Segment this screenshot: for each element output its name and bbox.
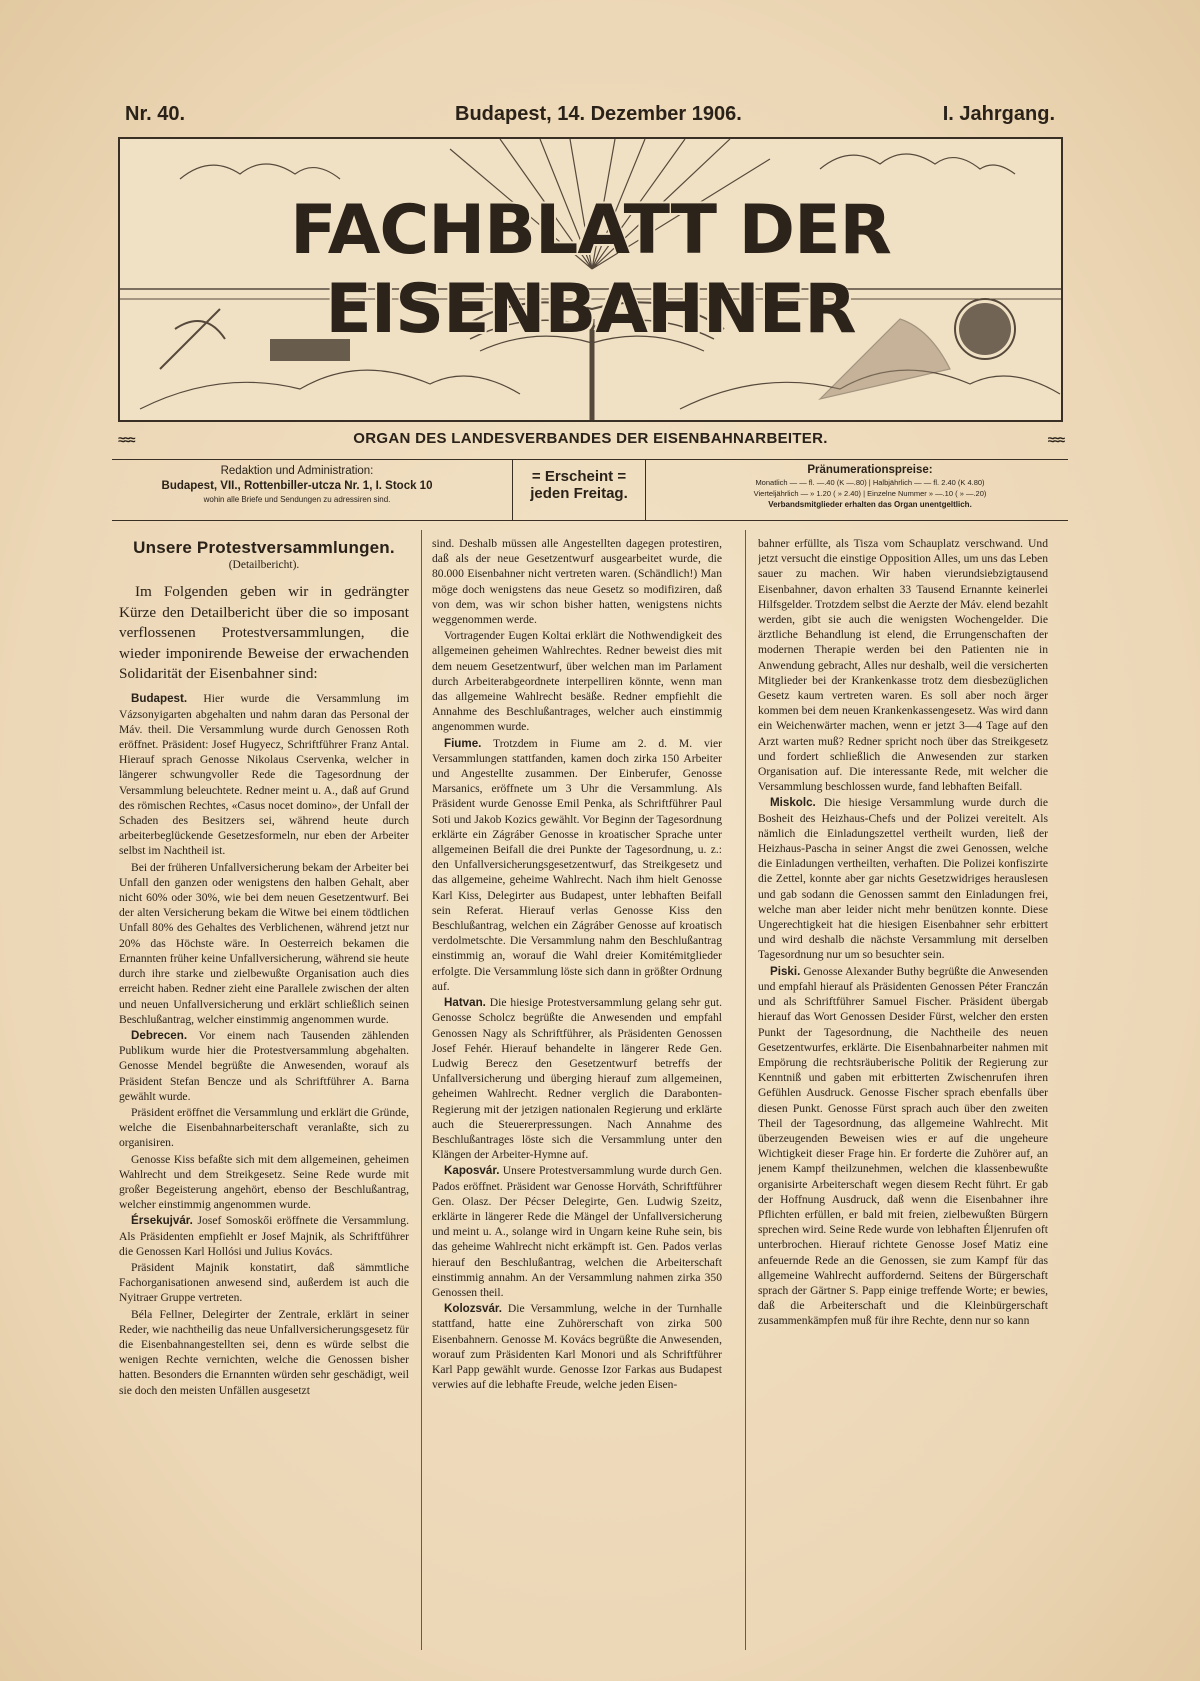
organ-line — [118, 430, 1063, 452]
subscription-prices — [672, 460, 1068, 520]
issue-number: Nr. 40. — [125, 103, 186, 125]
issue-line — [125, 103, 1055, 133]
ornament-left: ≈≈≈ — [118, 432, 134, 447]
column-2-text — [432, 536, 722, 1392]
article-paragraph — [432, 536, 722, 627]
paragraph-text: Präsident Majnik konstatirt, daß sämmtliche Fachorganisationen anwesend sind, außerdem ist auch die Nyitraer Gruppe vertreten. — [119, 1260, 409, 1305]
article-paragraph — [119, 1213, 409, 1259]
address-note: wohin alle Briefe und Sendungen zu adressiren sind. — [203, 495, 391, 504]
paragraph-text: Josef Somoskői eröffnete die Versammlung. Als Präsidenten empfiehlt er Josef Majnik, als Schriftführer die Genossen Karl Hollósi und Julius Kovács. — [119, 1214, 409, 1258]
article-paragraph — [432, 1163, 722, 1300]
paragraph-text: Genosse Alexander Buthy begrüßte die Anwesenden und empfahl hierauf als Präsidenten Genossen Péter Franczán und als Schriftführer Samuel Fischer. Präsident übergab hierauf das Wort Genossen Desider Fürst, welcher den ersten Punkt der Tagesordnung, die Nachtheile des neuen Gesetzentwurfes, erklärte. Die Eisenbahnarbeiter nahmen mit Empörung die rechtsräuberische Politik der Regierung zur Kenntniß und gaben mit erbitterten Zwischenrufen ihren Gefühlen Ausdruck. Genosse Fischer sprach ebenfalls über diesen Punkt. Genosse Fürst sprach auch über den zweiten Theil der Tagesordnung, das allgemeine Wahlrecht. Mit überzeugenden Beweisen wies er auf die ungeheure Wichtigkeit dieser Frage hin. Er forderte die Zuhörer auf, an jenem Kampf theilzunehmen, welchen die klassenbewußte organisirte Arbeiterschaft wegen diesem Recht führt. Er gab der Hoffnung Ausdruck, daß wenn die Eisenbahner ihre Pflichten erfüllen, er bald mit freien, zielbewußten Bürgern sprechen wird. Seine Rede wurde von lebhaften Éljenrufen oft unterbrochen. Hierauf richtete Genosse Josef Matiz eine anfeuernde Rede an die Genossen, sie zum Kampf für das allgemeine Wahlrecht auffordernd. Seitens der Bürgerschaft sprach der Gärtner S. Papp einige treffende Worte; er bewies, daß die Arbeiterschaft und die Kleinbürgerschaft zusammenkämpfen muß für ihre Rechte, denn nur so kann — [758, 964, 1048, 1328]
paragraph-text: Die hiesige Versammlung wurde durch die Bosheit des Heizhaus-Chefs und der Polizei vereitelt. Als nämlich die Einladungszettel vertheilt wurden, ließ der Heizhaus-Pascha in seiner Angst die zwei Genossen, welche die Einladungen vertheilten, verhaften. Die Polizei konfiszirte die Zettel, konnte aber gar nichts Gesetzwidriges herauslesen und gab sodann die Genossen sammt den Einladungen frei, welche man aber leider nicht mehr benützen konnte. Diese Ungerechtigkeit hat die hiesigen Eisenbahner sehr erbittert und wird deshalb die nächste Versammlung mit derselben Tagesordnung nur um so besuchter sein. — [758, 796, 1048, 962]
paragraph-text: Die Versammlung, welche in der Turnhalle stattfand, hatte eine Zuhörerschaft von zirka 500 Eisenbahnern. Genosse M. Kovács begrüßte die Anwesenden, worauf zum Präsidenten Karl Monori und als Schriftführer Karl Papp gewählt wurde. Genosse Izor Farkas aus Budapest verwies auf die lebhafte Freude, welche jeden Eisen- — [432, 1302, 722, 1392]
organ-text: ORGAN DES LANDESVERBANDES DER EISENBAHNARBEITER. — [353, 430, 828, 447]
article-paragraph — [432, 736, 722, 994]
prices-line-1: Monatlich — — fl. —.40 (K —.80) | Halbjährlich — — fl. 2.40 (K 4.80) — [755, 478, 985, 487]
info-box — [112, 459, 1068, 521]
issue-date: Budapest, 14. Dezember 1906. — [455, 103, 742, 125]
article-column-3 — [758, 536, 1048, 1646]
column-1-text — [119, 582, 409, 1397]
article-paragraph — [119, 1152, 409, 1213]
article-column-1 — [119, 536, 409, 1646]
place-heading: Budapest. — [131, 692, 188, 706]
paragraph-text: Die hiesige Protestversammlung gelang sehr gut. Genosse Scholcz begrüßte die Anwesenden und empfahl Genossen Nagy als Schriftführer, als Präsidenten Genossen Josef Fehér. Hierauf behandelte in längerer Rede Gen. Ludwig Berecz den Gesetzentwurf betreffs der Unfallversicherung und überging hierauf zum allgemeinen, geheimen Wahlrecht. Redner verglich die Darabonten-Regierung mit der jetzigen nationalen Regierung und erklärte auch die Steuererpressungen. Nach Annahme des Beschlußantrages löste sich die Versammlung unter den Klängen der Arbeiter-Hymne auf. — [432, 996, 722, 1162]
article-paragraph — [119, 1028, 409, 1104]
publication-frequency — [512, 460, 646, 520]
paragraph-text: Hier wurde die Versammlung im Vázsonyigarten abgehalten und nahm daran das Personal der Máv. theil. Die Versammlung wurde durch Genossen Roth eröffnet. Präsident: Josef Hugyecz, Schriftführer Franz Antal. Hierauf sprach Genosse Nikolaus Cservenka, welcher in längerer schwungvoller Rede die Tagesordnung der Versammlung beleuchtete. Redner meint u. A., daß auf Grund des römischen Rechtes, «Casus nocet domino», der Unfall der Schaden des Besitzers sei, während heute durch arbeiterbeglückende Gesetzesformeln, nur eben der Arbeiter selbst im Nachtheil ist. — [119, 692, 409, 858]
paragraph-text: Präsident eröffnet die Versammlung und erklärt die Gründe, welche die Eisenbahnarbeiterschaft veranlaßte, sich zu organisiren. — [119, 1105, 409, 1150]
article-paragraph — [432, 995, 722, 1162]
prices-title: Pränumerationspreise: — [807, 464, 933, 476]
article-paragraph — [432, 1301, 722, 1392]
column-rule — [745, 530, 746, 1650]
place-heading: Miskolc. — [770, 796, 816, 810]
column-3-text — [758, 536, 1048, 1329]
paragraph-text: Vortragender Eugen Koltai erklärt die Nothwendigkeit des allgemeinen geheimen Wahlrechtes. Redner beweist dies mit dem neuem Gesetzentwurf, über welchen man im Parlament durch Arbeiterabgeordnete interpelliren könnte, wenn man das allgemeine Wahlrecht besäße. Redner empfiehlt die Annahme des Beschlußantrages, welcher auch einstimmig angenommen wurde. — [432, 629, 722, 734]
place-heading: Piski. — [770, 964, 801, 978]
place-heading: Kaposvár. — [444, 1164, 500, 1178]
article-paragraph — [119, 582, 409, 684]
article-title: Unsere Protestversammlungen. — [133, 538, 395, 557]
paragraph-text: Vor einem nach Tausenden zählenden Publikum wurde hier die Protestversammlung abgehalten. Genosse Mendel begrüßte die Anwesenden, worauf als Präsident Stefan Bencze und als Schriftführer A. Barna gewählt wurde. — [119, 1028, 409, 1103]
article-paragraph — [119, 1105, 409, 1151]
paragraph-text: Unsere Protestversammlung wurde durch Gen. Pados eröffnet. Präsident war Genosse Horváth, Schriftführer Gen. Olasz. Der Pécser Delegirte, Gen. Ludwig Szeitz, erklärte in längerer Rede die Mängel der Unfallversicherung und meint u. A., solange wird in Ungarn keine Ruhe sein, bis das geheime Wahlrecht nicht erkämpft ist. Gen. Pados verlas hierauf den Beschlußantrag, welchen die Arbeiterschaft einstimmig annahm. An der Versammlung nahmen zirka 350 Genossen theil. — [432, 1164, 722, 1299]
place-heading: Érsekujvár. — [131, 1214, 193, 1228]
article-subtitle: (Detailbericht). — [228, 559, 300, 572]
paragraph-text: bahner erfüllte, als Tisza vom Schauplatz verschwand. Und jetzt versucht die einstige Opposition Alles, um uns das Leben sauer zu machen. Wir haben vierundsiebzigtausend Eisenbahner, davon erhalten 33 Tausend Ernannte keinerlei Hilfsgelder. Trotzdem selbst die Aerzte der Máv. elend bezahlt werden, gibt sie auch die wenigsten Wochengelder. Die ärztliche Behandlung ist elend, die Errungenschaften der modernen Therapie werden bei den Patienten nie in Anwendung gebracht, Alles nur deshalb, weil die versicherten Mitglieder bei der Krankenkasse trotz dem diesbezüglichen Gesetz kaum vertreten waren. Es soll aber noch ärger kommen bei dem neuen Krankenkassengesetz. Was wird dann ein Weichenwärter machen, wenn er jetzt 3—4 Tage auf den Arzt warten muß? Redner spricht noch über das Streikgesetz und fordert schließlich die Anwesenden zur starken Organisation auf. Die interessante Rede, mit welcher die Versammlung beschlossen wurde, fand lebhaften Beifall. — [758, 537, 1048, 794]
administration-info — [112, 460, 482, 520]
article-paragraph — [119, 860, 409, 1027]
article-paragraph — [119, 1260, 409, 1306]
redaktion-label: Redaktion und Administration: — [220, 465, 374, 477]
members-note: Verbandsmitglieder erhalten das Organ unentgeltlich. — [768, 500, 972, 509]
article-paragraph — [758, 964, 1048, 1329]
paragraph-text: Bei der früheren Unfallversicherung bekam der Arbeiter bei Unfall den ganzen oder wenigstens den halben Gehalt, aber nicht 60% oder 30%, wie bei dem neuen Gesetzentwurf. Bei der alten Versicherung bekam die Witwe bei einem tödtlichen Unfall 80% des Gehaltes des Verblichenen, während jetzt nur 20% das Höchste wäre. In Oesterreich bekamen die Ernannten früher keine Unfallversicherung, während sie heute durch ihre starke und zielbewußte Organisation auch dies erreicht haben. Redner zieht eine Parallele zwischen der alten und neuen Unfallversicherung und erklärt schließlich seinen Beschlußantrag, welcher einstimmig angenommen wurde. — [119, 860, 409, 1026]
column-rule — [421, 530, 422, 1650]
article-column-2 — [432, 536, 722, 1646]
erscheint-label: = Erscheint = — [531, 468, 627, 485]
place-heading: Fiume. — [444, 736, 482, 750]
paragraph-text: Trotzdem in Fiume am 2. d. M. vier Versammlungen stattfanden, kamen doch zirka 150 Arbeiter und Angestellte zusammen. Der Einberufer, Genosse Marsanics, eröffnete um 3 Uhr die Versammlung. Als Präsident wurde Genosse Emil Penka, als Schriftführer Paul Soti und Jakob Kozics gewählt. Vor Beginn der Tagesordnung erklärte ein Zágráber Genosse in kroatischer Sprache unter allgemeinen Beifall die drei Punkte der Tagesordnung, u. z.: den Unfallversicherungsgesetzentwurf, das Streikgesetz und das allgemeine, geheime Wahlrecht. Nach ihm hielt Genosse Karl Kiss, Delegirter aus Budapest, unter lebhaften Beifall sein Referat. Hierauf verlas Genosse Kiss den Beschlußantrag, welchen ein Zágráber Genosse auf kroatisch verdolmetschte. Die Versammlung nahm den Beschlußantrag einstimmig an, worauf die Wahl dreier Komitémitglieder erfolgte. Die Versammlung löste sich dann in größter Ordnung auf. — [432, 736, 722, 993]
article-paragraph — [119, 1307, 409, 1398]
paragraph-text: Genosse Kiss befaßte sich mit dem allgemeinen, geheimen Wahlrecht und dem Streikgesetz. Seine Rede wurde mit großer Begeisterung angehört, ebenso der Beschlußantrag, welcher einstimmig angenommen wurde. — [119, 1152, 409, 1212]
place-heading: Hatvan. — [444, 996, 486, 1010]
article-paragraph — [758, 795, 1048, 962]
masthead — [118, 137, 1063, 422]
place-heading: Debrecen. — [131, 1028, 188, 1042]
prices-line-2: Vierteljährlich — » 1.20 ( » 2.40) | Einzelne Nummer » —.10 ( » —.20) — [753, 489, 987, 498]
place-heading: Kolozsvár. — [444, 1302, 502, 1316]
paragraph-text: sind. Deshalb müssen alle Angestellten dagegen protestiren, daß als der neue Gesetzentwurf ausgearbeitet wurde, die 80.000 Eisenbahner nicht vertreten waren. (Schändlich!) Man möge doch wenigstens das neue Gesetz so modifiziren, daß von dem, was wir schon bisher hatten, wenigstens nichts weggenommen werde. — [432, 537, 722, 627]
article-paragraph — [432, 628, 722, 734]
ornament-right: ≈≈≈ — [1047, 432, 1063, 447]
paragraph-text: Béla Fellner, Delegirter der Zentrale, erklärt in seiner Reder, wie nachtheilig das neue Unfallversicherungsgesetz für die Eisenbahnangestellten sei, denn es würde selbst die wenigen Rechte vernichten, welche die Genossen bisher hatten. Besonders die Ernannten würden sehr geschädigt, weil sie doch den meisten Unfällen ausgesetzt — [119, 1307, 409, 1397]
newspaper-title: FACHBLATT DER EISENBAHNER — [290, 191, 891, 349]
issue-year: I. Jahrgang. — [942, 103, 1055, 125]
address: Budapest, VII., Rottenbiller-utcza Nr. 1, I. Stock 10 — [161, 480, 433, 492]
paragraph-text: Im Folgenden geben wir in gedrängter Kürze den Detailbericht über die so imposant verflossenen Protestversammlungen, die wieder imponirende Beweise der erwachenden Solidarität der Eisenbahner sind: — [119, 583, 409, 683]
erscheint-day: jeden Freitag. — [530, 485, 628, 502]
article-paragraph — [758, 536, 1048, 794]
article-paragraph — [119, 691, 409, 858]
